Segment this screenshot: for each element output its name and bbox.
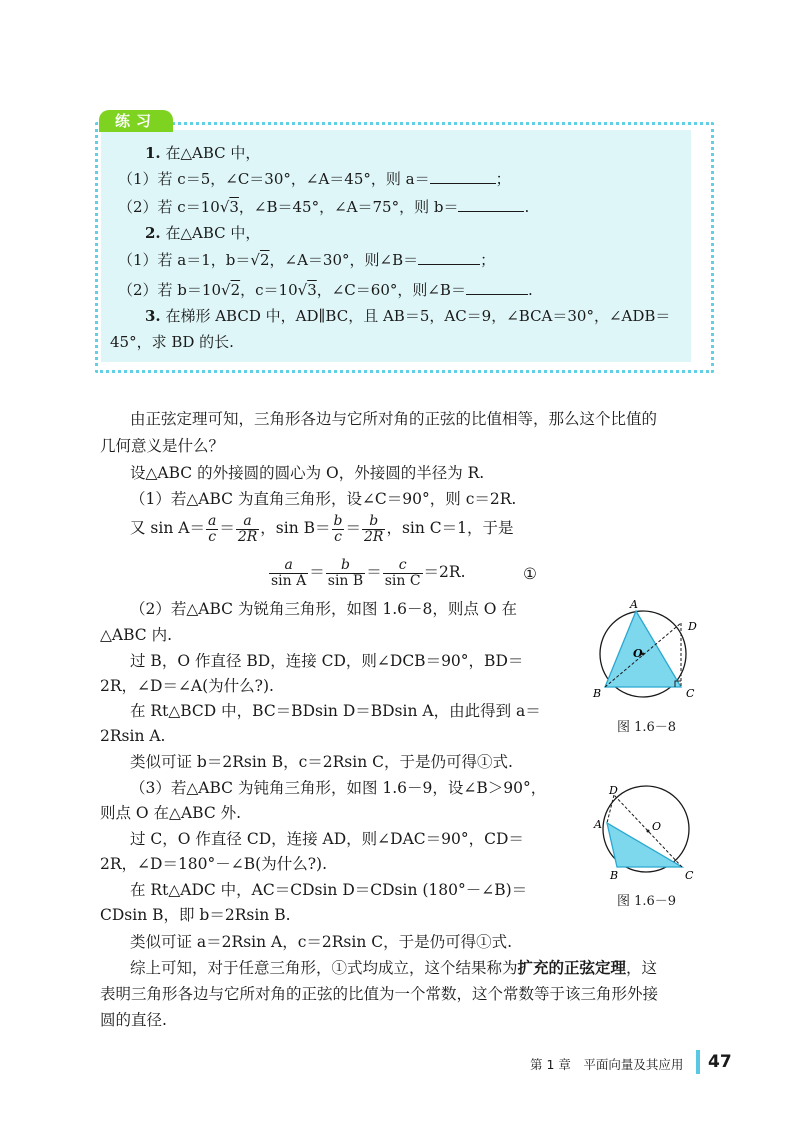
body-line: 由正弦定理可知，三角形各边与它所对角的正弦的比值相等，那么这个比值的 [130,410,658,428]
exercise-3: 3. 在梯形 ABCD 中，AD∥BC，且 AB＝5，AC＝9，∠BCA＝30°，∠ADB＝ [145,307,671,325]
label-d: D [609,784,618,797]
chapter-title: 第 1 章 平面向量及其应用 [530,1057,684,1072]
body-line: 表明三角形各边与它所对角的正弦的比值为一个常数，这个常数等于该三角形外接 [100,985,659,1003]
answer-blank[interactable] [458,197,524,212]
answer-blank[interactable] [466,280,528,295]
figure-caption: 图 1.6－8 [617,720,677,735]
body-line: （2）若△ABC 为锐角三角形，如图 1.6－8，则点 O 在 [130,600,517,618]
label-a: A [630,598,638,611]
body-line: 则点 O 在△ABC 外. [100,804,242,822]
label-b: B [593,687,602,700]
equation-marker: ① [523,565,537,583]
body-line: （3）若△ABC 为钝角三角形，如图 1.6－9，设∠B＞90°， [130,779,547,797]
body-line: 过 C，O 作直径 CD，连接 AD，则∠DAC＝90°，CD＝ [130,830,524,848]
page-number: 47 [708,1052,732,1072]
answer-blank[interactable] [418,250,480,265]
label-c: C [685,869,694,882]
exercise-tab: 练习 [99,110,173,132]
body-line: CDsin B，即 b＝2Rsin B. [100,906,291,924]
body-line: △ABC 内. [100,626,173,644]
body-line: 综上可知，对于任意三角形，①式均成立，这个结果称为扩充的正弦定理，这 [130,958,658,977]
exercise-1-2: （2）若 c＝10√3，∠B＝45°，∠A＝75°，则 b＝ . [118,198,530,216]
sine-law-equation: $\frac{a}{\text{sin A}}$ ＝ $\frac{b}{\text{sin B}}$ ＝ $\frac{c}{\text{sin C}}$ ＝2R. [271,556,466,589]
body-line: 类似可证 b＝2Rsin B，c＝2Rsin C，于是仍可得①式. [130,753,513,771]
body-line: 类似可证 a＝2Rsin A，c＝2Rsin C，于是仍可得①式. [130,933,513,951]
body-line: 在 Rt△BCD 中，BC＝BDsin D＝BDsin A，由此得到 a＝ [130,702,541,720]
exercise-1-1: （1）若 c＝5，∠C＝30°，∠A＝45°，则 a＝ ； [118,170,511,188]
label-b: B [610,869,619,882]
fraction: $\frac{a}{2R}$ [237,512,258,545]
answer-blank[interactable] [430,169,496,184]
label-d: D [688,620,697,633]
body-line: 2R，∠D＝180°－∠B(为什么?). [100,855,327,873]
body-line: （1）若△ABC 为直角三角形，设∠C＝90°，则 c＝2R. [130,490,517,508]
exercise-3-cont: 45°，求 BD 的长. [110,333,234,351]
exercise-box [101,130,691,362]
body-line: 过 B，O 作直径 BD，连接 CD，则∠DCB＝90°，BD＝ [130,652,524,670]
body-line: 2Rsin A. [100,727,166,745]
label-c: C [686,687,695,700]
body-line: 几何意义是什么？ [100,437,225,455]
exercise-2-2: （2）若 b＝10√2，c＝10√3，∠C＝60°，则∠B＝ . [118,281,533,299]
body-line: 在 Rt△ADC 中，AC＝CDsin D＝CDsin (180°－∠B)＝ [130,881,528,899]
fraction: $\frac{a}{\text{sin A}}$ [271,556,307,589]
exercise-2: 2. 在△ABC 中， [145,224,261,242]
exercise-2-1: （1）若 a＝1，b＝√2，∠A＝30°，则∠B＝ ； [118,251,496,269]
triangle-abc [607,823,682,867]
body-line: 2R，∠D＝∠A(为什么?). [100,677,274,695]
exercise-1: 1. 在△ABC 中， [145,144,261,162]
body-line: 圆的直径. [100,1011,167,1029]
body-line: 设△ABC 的外接圆的圆心为 O，外接圆的半径为 R. [130,464,485,482]
fraction: $\frac{a}{c}$ [207,512,217,545]
fraction: $\frac{c}{\text{sin C}}$ [384,556,421,589]
fraction: $\frac{b}{c}$ [333,512,343,545]
sine-ratio-line: 又 sin A＝ $\frac{a}{c}$ ＝ $\frac{a}{2R}$ ，sin B＝ $\frac{b}{c}$ ＝ $\frac{b}{2R}$ ，sin C＝1，于是 [130,512,514,545]
figure-obtuse-triangle [590,785,710,885]
triangle-abc [605,611,681,687]
center-o [647,830,650,833]
key-term: 扩充的正弦定理 [517,958,627,977]
figure-caption: 图 1.6－9 [617,894,677,909]
footer-accent-bar [696,1050,700,1074]
fraction: $\frac{b}{2R}$ [363,512,384,545]
label-a: A [594,818,602,831]
fraction: $\frac{b}{\text{sin B}}$ [327,556,364,589]
label-o: O [652,820,662,833]
label-o: O [633,647,643,660]
figure-acute-triangle [590,598,710,705]
